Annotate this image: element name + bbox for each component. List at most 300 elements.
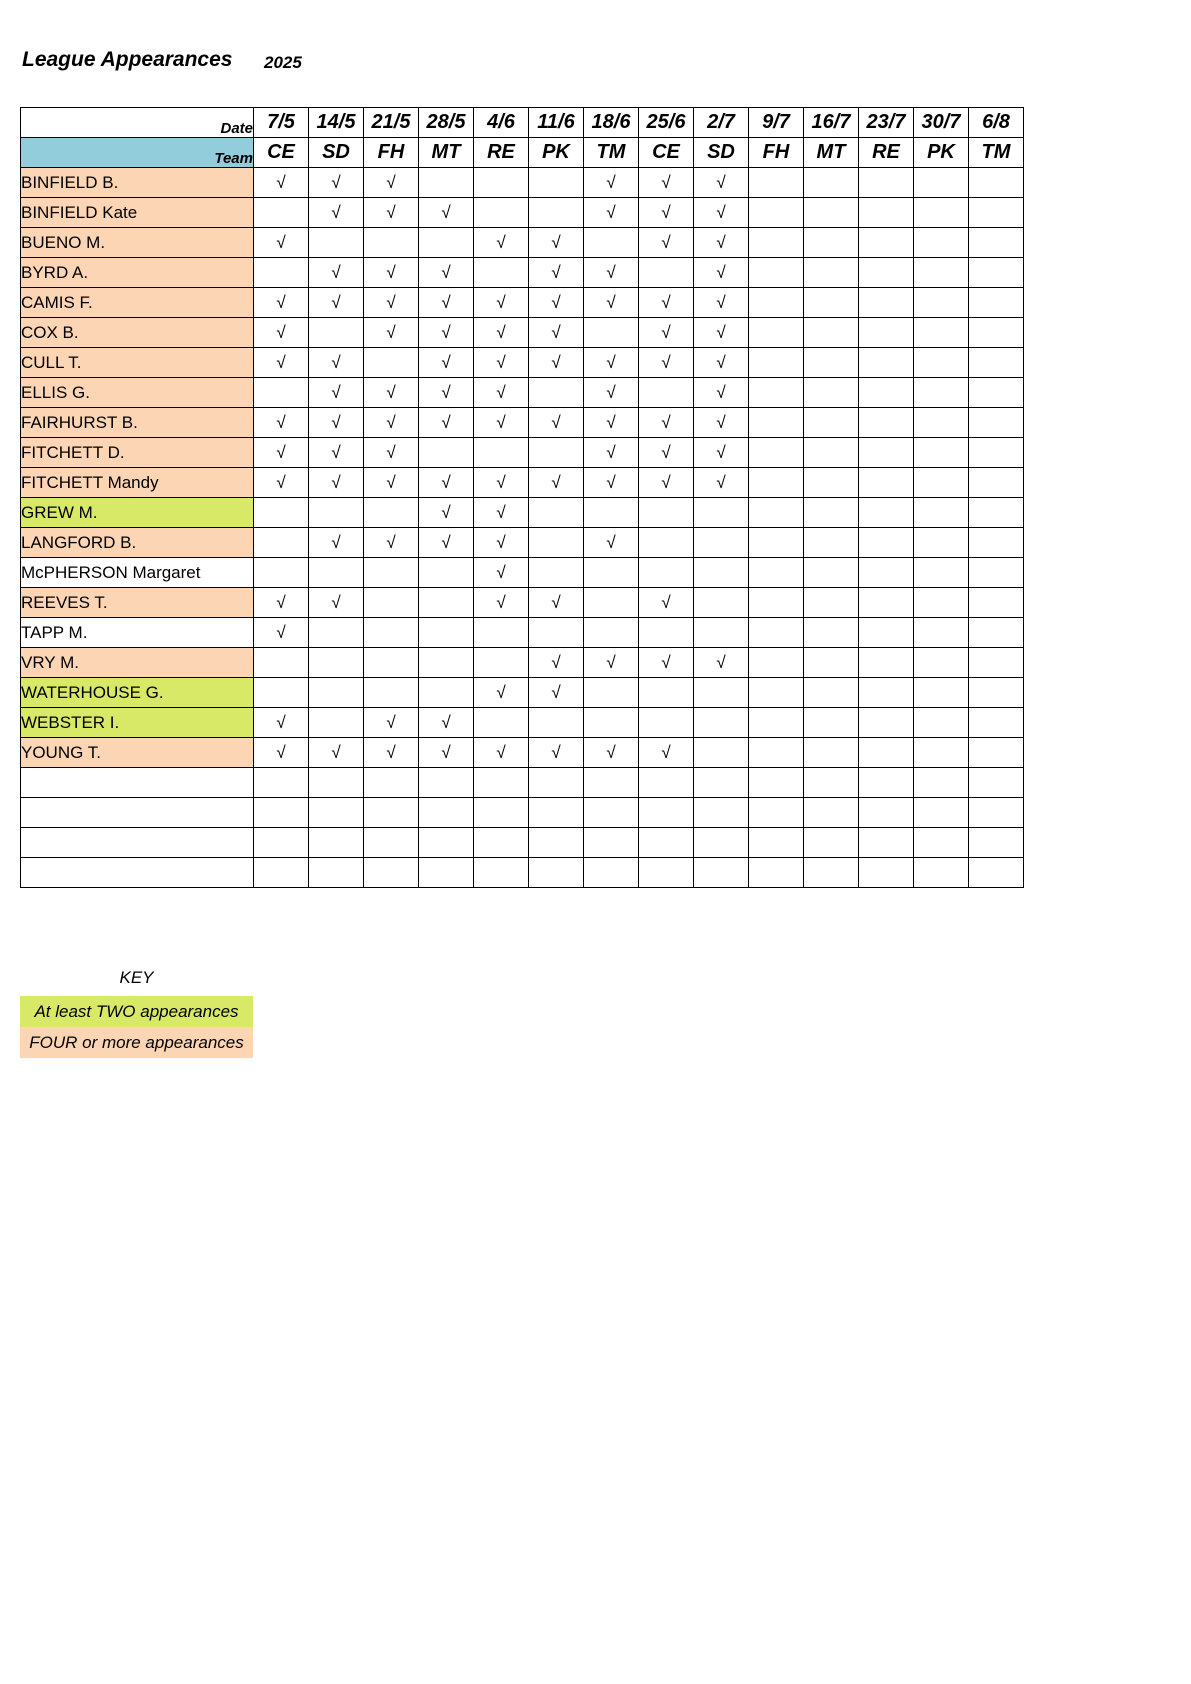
appearance-cell [254,378,309,408]
appearance-cell [694,798,749,828]
appearance-cell [474,198,529,228]
appearance-cell [914,258,969,288]
appearance-cell [969,438,1024,468]
appearance-check: √ [529,678,584,708]
appearance-check: √ [639,168,694,198]
appearance-cell [639,258,694,288]
appearance-cell [859,318,914,348]
appearance-cell [914,168,969,198]
appearance-check: √ [694,288,749,318]
appearance-cell [364,858,419,888]
blank-name-cell [21,768,254,798]
appearance-check: √ [694,348,749,378]
appearance-cell [749,858,804,888]
appearance-cell [749,678,804,708]
appearance-cell [364,498,419,528]
appearance-cell [914,498,969,528]
date-header-cell: 28/5 [419,108,474,138]
appearance-check: √ [419,198,474,228]
appearance-cell [749,738,804,768]
appearance-check: √ [474,378,529,408]
date-header-cell: 14/5 [309,108,364,138]
appearance-cell [584,228,639,258]
appearance-check: √ [309,468,364,498]
appearance-check: √ [584,468,639,498]
appearance-cell [804,738,859,768]
team-header-cell: CE [639,138,694,168]
date-header-row [21,108,1024,138]
appearance-cell [529,558,584,588]
appearance-check: √ [419,408,474,438]
player-name: BUENO M. [21,228,254,258]
appearance-cell [474,798,529,828]
appearance-check: √ [584,528,639,558]
appearance-cell [749,168,804,198]
player-row [21,528,1024,558]
appearance-cell [804,438,859,468]
appearance-cell [474,438,529,468]
appearance-check: √ [254,288,309,318]
player-row [21,408,1024,438]
appearance-check: √ [309,588,364,618]
appearance-check: √ [529,468,584,498]
appearance-cell [254,768,309,798]
appearance-check: √ [694,438,749,468]
appearance-cell [859,708,914,738]
appearance-check: √ [474,678,529,708]
appearance-cell [309,768,364,798]
appearance-cell [309,648,364,678]
appearance-cell [914,738,969,768]
player-row [21,348,1024,378]
appearance-cell [474,858,529,888]
date-header-cell: 25/6 [639,108,694,138]
appearance-cell [419,168,474,198]
appearance-cell [364,228,419,258]
appearance-cell [694,588,749,618]
appearance-cell [969,858,1024,888]
date-header-cell: 30/7 [914,108,969,138]
appearance-cell [254,198,309,228]
team-header-cell: FH [364,138,419,168]
appearance-cell [969,168,1024,198]
appearance-cell [254,828,309,858]
appearance-cell [419,648,474,678]
appearance-cell [309,708,364,738]
date-header-cell: 6/8 [969,108,1024,138]
appearance-cell [364,798,419,828]
player-row [21,378,1024,408]
player-name: YOUNG T. [21,738,254,768]
appearance-cell [749,408,804,438]
player-name: WEBSTER I. [21,708,254,738]
appearance-cell [804,468,859,498]
player-name: BYRD A. [21,258,254,288]
appearance-check: √ [639,588,694,618]
appearance-cell [804,828,859,858]
date-header-cell: 11/6 [529,108,584,138]
appearance-cell [694,828,749,858]
appearance-cell [749,288,804,318]
appearance-cell [474,618,529,648]
appearance-cell [694,558,749,588]
appearance-cell [749,708,804,738]
appearance-cell [749,528,804,558]
appearance-check: √ [364,258,419,288]
appearance-cell [254,558,309,588]
appearance-cell [584,828,639,858]
appearance-cell [694,678,749,708]
appearance-cell [419,828,474,858]
appearance-cell [914,408,969,438]
appearance-cell [859,618,914,648]
appearance-cell [474,708,529,738]
appearance-check: √ [694,648,749,678]
appearance-cell [639,498,694,528]
appearance-cell [969,258,1024,288]
team-header-cell: TM [969,138,1024,168]
player-row [21,288,1024,318]
appearance-cell [529,708,584,738]
appearance-check: √ [364,468,419,498]
appearance-cell [529,498,584,528]
appearance-check: √ [639,468,694,498]
appearance-cell [474,168,529,198]
player-row [21,258,1024,288]
appearance-check: √ [254,168,309,198]
date-header-cell: 21/5 [364,108,419,138]
appearance-cell [859,168,914,198]
date-header-cell: 23/7 [859,108,914,138]
appearance-cell [749,558,804,588]
key-two-appearances: At least TWO appearances [20,996,253,1027]
appearance-check: √ [309,378,364,408]
appearance-cell [859,258,914,288]
appearance-check: √ [254,438,309,468]
appearance-cell [529,198,584,228]
appearance-cell [309,678,364,708]
appearance-cell [254,258,309,288]
appearance-check: √ [639,228,694,258]
appearance-check: √ [639,318,694,348]
appearance-cell [419,798,474,828]
appearance-cell [859,198,914,228]
appearance-cell [804,558,859,588]
appearance-check: √ [364,438,419,468]
appearance-check: √ [639,648,694,678]
appearance-cell [309,618,364,648]
team-header-row [21,138,1024,168]
appearance-cell [969,738,1024,768]
appearance-cell [859,648,914,678]
player-name: FITCHETT Mandy [21,468,254,498]
appearance-check: √ [639,408,694,438]
appearance-cell [474,648,529,678]
appearance-cell [529,768,584,798]
appearance-cell [969,288,1024,318]
appearance-cell [749,498,804,528]
player-name: McPHERSON Margaret [21,558,254,588]
appearance-cell [694,738,749,768]
appearance-check: √ [529,258,584,288]
appearance-check: √ [364,408,419,438]
appearance-cell [364,588,419,618]
team-header-label: Team [21,138,254,168]
player-name: CULL T. [21,348,254,378]
appearance-cell [914,618,969,648]
appearance-cell [419,558,474,588]
appearance-cell [804,708,859,738]
appearance-cell [309,558,364,588]
player-row [21,318,1024,348]
appearance-cell [859,588,914,618]
date-header-cell: 2/7 [694,108,749,138]
appearance-cell [914,228,969,258]
appearance-cell [859,498,914,528]
appearance-cell [969,708,1024,738]
appearance-cell [969,768,1024,798]
appearance-check: √ [639,198,694,228]
appearance-cell [419,858,474,888]
appearance-cell [694,768,749,798]
appearance-cell [694,498,749,528]
appearance-check: √ [584,438,639,468]
appearance-cell [749,648,804,678]
appearance-cell [914,468,969,498]
appearance-check: √ [584,738,639,768]
appearance-check: √ [364,198,419,228]
player-name: BINFIELD B. [21,168,254,198]
appearance-cell [804,348,859,378]
appearance-cell [639,558,694,588]
player-name: TAPP M. [21,618,254,648]
appearance-check: √ [584,348,639,378]
player-name: ELLIS G. [21,378,254,408]
appearance-check: √ [474,288,529,318]
appearance-cell [749,828,804,858]
player-row [21,198,1024,228]
appearance-cell [804,768,859,798]
appearance-cell [859,378,914,408]
appearance-cell [804,588,859,618]
appearance-cell [364,768,419,798]
appearance-cell [309,318,364,348]
appearance-check: √ [584,408,639,438]
appearance-cell [914,438,969,468]
appearance-check: √ [254,348,309,378]
appearance-check: √ [364,168,419,198]
appearance-cell [969,588,1024,618]
appearance-cell [804,198,859,228]
appearance-cell [969,678,1024,708]
team-header-cell: PK [529,138,584,168]
appearance-cell [859,528,914,558]
appearance-check: √ [584,378,639,408]
appearance-check: √ [419,708,474,738]
appearance-cell [859,468,914,498]
appearance-check: √ [309,258,364,288]
appearances-table-body [21,108,1024,888]
appearance-cell [749,438,804,468]
appearance-cell [749,588,804,618]
player-name: REEVES T. [21,588,254,618]
appearance-cell [749,468,804,498]
appearance-cell [859,348,914,378]
appearance-cell [584,318,639,348]
appearance-check: √ [639,348,694,378]
appearance-cell [859,858,914,888]
team-header-cell: PK [914,138,969,168]
appearance-cell [914,318,969,348]
appearance-cell [804,258,859,288]
key-four-appearances: FOUR or more appearances [20,1027,253,1058]
appearance-check: √ [474,318,529,348]
player-name: LANGFORD B. [21,528,254,558]
appearance-cell [804,168,859,198]
appearance-cell [309,228,364,258]
appearance-cell [749,378,804,408]
appearance-cell [639,678,694,708]
key-title: KEY [119,968,154,987]
team-header-cell: RE [859,138,914,168]
page-title: League Appearances [22,48,233,71]
appearance-check: √ [529,648,584,678]
appearance-cell [749,348,804,378]
appearance-cell [804,318,859,348]
player-name: FITCHETT D. [21,438,254,468]
appearance-cell [859,288,914,318]
appearance-check: √ [529,228,584,258]
player-name: FAIRHURST B. [21,408,254,438]
appearance-cell [309,498,364,528]
appearance-cell [639,768,694,798]
appearance-cell [529,438,584,468]
appearance-check: √ [254,228,309,258]
appearance-check: √ [309,528,364,558]
appearance-check: √ [694,198,749,228]
appearance-cell [639,858,694,888]
player-row [21,648,1024,678]
appearance-cell [749,798,804,828]
appearance-cell [749,228,804,258]
appearance-cell [254,858,309,888]
date-header-label: Date [21,108,254,138]
player-row [21,168,1024,198]
appearance-cell [914,378,969,408]
appearance-check: √ [474,228,529,258]
team-header-cell: MT [804,138,859,168]
appearance-cell [364,558,419,588]
appearance-check: √ [364,528,419,558]
appearance-cell [914,828,969,858]
appearance-cell [309,798,364,828]
appearance-cell [969,558,1024,588]
appearance-check: √ [694,228,749,258]
appearance-check: √ [254,408,309,438]
team-header-cell: MT [419,138,474,168]
appearance-cell [914,678,969,708]
appearance-cell [419,618,474,648]
appearance-check: √ [474,348,529,378]
appearance-cell [749,198,804,228]
date-header-cell: 16/7 [804,108,859,138]
appearance-cell [859,228,914,258]
appearance-check: √ [254,318,309,348]
appearance-check: √ [694,318,749,348]
appearance-check: √ [584,258,639,288]
appearance-check: √ [309,288,364,318]
appearance-check: √ [529,318,584,348]
appearance-cell [969,318,1024,348]
appearance-check: √ [474,468,529,498]
appearance-check: √ [474,588,529,618]
player-name: VRY M. [21,648,254,678]
appearance-check: √ [694,468,749,498]
appearance-check: √ [529,408,584,438]
appearance-check: √ [419,258,474,288]
appearance-cell [639,618,694,648]
appearance-cell [859,678,914,708]
appearance-check: √ [694,258,749,288]
appearance-cell [584,618,639,648]
appearance-check: √ [419,348,474,378]
player-row [21,618,1024,648]
appearance-cell [474,828,529,858]
appearance-cell [529,858,584,888]
appearance-cell [969,378,1024,408]
appearance-cell [584,588,639,618]
appearance-cell [694,858,749,888]
appearance-cell [969,468,1024,498]
appearance-check: √ [309,198,364,228]
appearance-cell [749,768,804,798]
appearance-cell [859,438,914,468]
appearance-cell [529,528,584,558]
appearance-cell [364,348,419,378]
player-name: CAMIS F. [21,288,254,318]
appearance-cell [639,528,694,558]
appearance-cell [969,228,1024,258]
appearance-cell [804,618,859,648]
player-row [21,588,1024,618]
team-header-cell: CE [254,138,309,168]
appearance-check: √ [529,738,584,768]
appearance-cell [694,528,749,558]
appearance-cell [694,618,749,648]
blank-row [21,858,1024,888]
appearance-cell [474,258,529,288]
appearance-check: √ [254,588,309,618]
team-header-cell: SD [309,138,364,168]
appearance-check: √ [639,438,694,468]
appearance-cell [584,498,639,528]
appearance-check: √ [584,198,639,228]
appearance-check: √ [639,288,694,318]
appearance-check: √ [309,168,364,198]
appearance-cell [529,828,584,858]
appearance-cell [749,258,804,288]
appearance-cell [749,618,804,648]
appearance-cell [859,798,914,828]
appearance-check: √ [694,168,749,198]
appearance-check: √ [419,498,474,528]
player-row [21,468,1024,498]
appearance-check: √ [309,738,364,768]
appearance-cell [254,798,309,828]
player-name: GREW M. [21,498,254,528]
appearance-cell [639,798,694,828]
appearance-check: √ [254,708,309,738]
